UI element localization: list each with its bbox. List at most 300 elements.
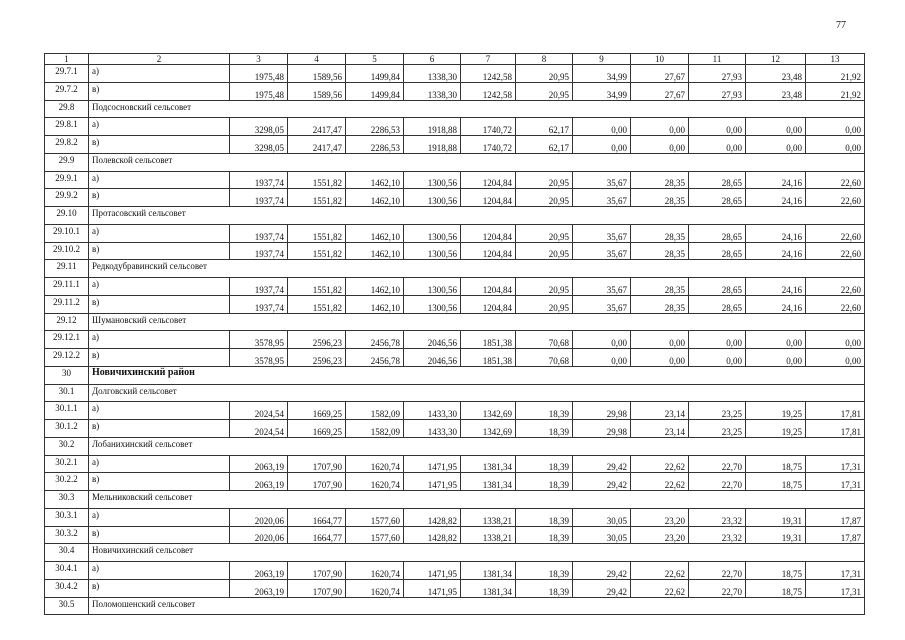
value-cell: 1975,48 <box>230 82 288 100</box>
value-cell: 1300,56 <box>404 242 461 260</box>
value-cell: 24,16 <box>746 171 806 189</box>
row-number: 30.3 <box>45 491 89 509</box>
table-row <box>45 82 865 100</box>
value-cell: 0,00 <box>689 136 746 154</box>
table-row <box>45 278 865 296</box>
row-label: в) <box>89 420 230 438</box>
table-row <box>45 473 865 491</box>
value-cell: 22,60 <box>806 242 865 260</box>
value-cell: 1381,34 <box>461 455 516 473</box>
value-cell: 0,00 <box>689 118 746 136</box>
value-cell: 62,17 <box>516 136 573 154</box>
value-cell: 62,17 <box>516 118 573 136</box>
value-cell: 17,81 <box>806 402 865 420</box>
table-row <box>45 136 865 154</box>
header-row <box>45 54 865 65</box>
row-number: 30.3.1 <box>45 508 89 526</box>
value-cell: 0,00 <box>746 136 806 154</box>
column-header: 4 <box>288 54 346 65</box>
table-row <box>45 402 865 420</box>
value-cell: 2024,54 <box>230 420 288 438</box>
table-row <box>45 420 865 438</box>
value-cell: 2024,54 <box>230 402 288 420</box>
value-cell: 29,98 <box>573 420 631 438</box>
row-number: 29.11.2 <box>45 295 89 313</box>
value-cell: 0,00 <box>631 331 689 349</box>
row-label: в) <box>89 242 230 260</box>
value-cell: 2020,06 <box>230 526 288 544</box>
value-cell: 1937,74 <box>230 278 288 296</box>
table-row <box>45 224 865 242</box>
value-cell: 23,48 <box>746 65 806 83</box>
value-cell: 28,35 <box>631 278 689 296</box>
row-number: 30.2 <box>45 437 89 455</box>
value-cell: 20,95 <box>516 189 573 207</box>
section-title: Шумановский сельсовет <box>89 313 865 331</box>
value-cell: 18,39 <box>516 526 573 544</box>
table-row <box>45 189 865 207</box>
column-header: 12 <box>746 54 806 65</box>
value-cell: 2456,78 <box>346 349 404 367</box>
table-row <box>45 562 865 580</box>
value-cell: 29,42 <box>573 473 631 491</box>
value-cell: 22,70 <box>689 473 746 491</box>
value-cell: 22,70 <box>689 562 746 580</box>
column-header: 8 <box>516 54 573 65</box>
value-cell: 1471,95 <box>404 473 461 491</box>
value-cell: 0,00 <box>806 118 865 136</box>
section-row <box>45 384 865 402</box>
row-number: 30.4.1 <box>45 562 89 580</box>
value-cell: 1338,21 <box>461 526 516 544</box>
value-cell: 1381,34 <box>461 562 516 580</box>
value-cell: 1204,84 <box>461 189 516 207</box>
value-cell: 0,00 <box>746 118 806 136</box>
row-label: а) <box>89 402 230 420</box>
column-header: 13 <box>806 54 865 65</box>
value-cell: 1381,34 <box>461 473 516 491</box>
row-number: 29.8.1 <box>45 118 89 136</box>
value-cell: 1589,56 <box>288 82 346 100</box>
value-cell: 2456,78 <box>346 331 404 349</box>
value-cell: 1620,74 <box>346 579 404 597</box>
row-number: 30.5 <box>45 597 89 615</box>
value-cell: 1669,25 <box>288 420 346 438</box>
value-cell: 20,95 <box>516 278 573 296</box>
section-row <box>45 544 865 562</box>
value-cell: 0,00 <box>573 118 631 136</box>
value-cell: 27,67 <box>631 65 689 83</box>
value-cell: 1499,84 <box>346 65 404 83</box>
value-cell: 1300,56 <box>404 171 461 189</box>
section-title: Полевской сельсовет <box>89 153 865 171</box>
value-cell: 3578,95 <box>230 349 288 367</box>
value-cell: 1433,30 <box>404 402 461 420</box>
value-cell: 1462,10 <box>346 224 404 242</box>
table-row <box>45 295 865 313</box>
row-number: 30.4.2 <box>45 579 89 597</box>
value-cell: 23,14 <box>631 420 689 438</box>
table-row <box>45 242 865 260</box>
value-cell: 1669,25 <box>288 402 346 420</box>
value-cell: 20,95 <box>516 65 573 83</box>
value-cell: 1462,10 <box>346 189 404 207</box>
value-cell: 1462,10 <box>346 295 404 313</box>
column-header: 2 <box>89 54 230 65</box>
value-cell: 28,65 <box>689 171 746 189</box>
table-row <box>45 118 865 136</box>
value-cell: 19,31 <box>746 508 806 526</box>
value-cell: 17,87 <box>806 526 865 544</box>
value-cell: 2417,47 <box>288 136 346 154</box>
section-title: Протасовский сельсовет <box>89 207 865 225</box>
value-cell: 3578,95 <box>230 331 288 349</box>
value-cell: 2417,47 <box>288 118 346 136</box>
row-number: 29.7.2 <box>45 82 89 100</box>
value-cell: 34,99 <box>573 65 631 83</box>
value-cell: 28,35 <box>631 295 689 313</box>
value-cell: 1551,82 <box>288 224 346 242</box>
value-cell: 35,67 <box>573 278 631 296</box>
value-cell: 28,35 <box>631 171 689 189</box>
row-number: 29.7.1 <box>45 65 89 83</box>
row-number: 29.9 <box>45 153 89 171</box>
column-header: 6 <box>404 54 461 65</box>
row-label: в) <box>89 136 230 154</box>
value-cell: 2596,23 <box>288 349 346 367</box>
value-cell: 1707,90 <box>288 473 346 491</box>
value-cell: 1620,74 <box>346 562 404 580</box>
value-cell: 19,25 <box>746 402 806 420</box>
row-number: 29.8 <box>45 100 89 118</box>
value-cell: 23,20 <box>631 526 689 544</box>
row-label: в) <box>89 473 230 491</box>
row-number: 30 <box>45 366 89 384</box>
section-title: Мельниковский сельсовет <box>89 491 865 509</box>
value-cell: 0,00 <box>573 349 631 367</box>
value-cell: 18,39 <box>516 562 573 580</box>
row-label: а) <box>89 278 230 296</box>
value-cell: 28,35 <box>631 189 689 207</box>
value-cell: 17,87 <box>806 508 865 526</box>
value-cell: 0,00 <box>573 136 631 154</box>
section-row <box>45 597 865 615</box>
value-cell: 1471,95 <box>404 562 461 580</box>
value-cell: 1300,56 <box>404 224 461 242</box>
value-cell: 0,00 <box>631 118 689 136</box>
value-cell: 2596,23 <box>288 331 346 349</box>
value-cell: 2046,56 <box>404 331 461 349</box>
value-cell: 28,65 <box>689 242 746 260</box>
value-cell: 18,39 <box>516 508 573 526</box>
value-cell: 23,14 <box>631 402 689 420</box>
value-cell: 1428,82 <box>404 508 461 526</box>
table-row <box>45 455 865 473</box>
column-header: 9 <box>573 54 631 65</box>
row-number: 30.1.2 <box>45 420 89 438</box>
value-cell: 35,67 <box>573 171 631 189</box>
section-title: Новичихинский район <box>89 366 865 384</box>
value-cell: 18,75 <box>746 455 806 473</box>
value-cell: 20,95 <box>516 82 573 100</box>
value-cell: 28,35 <box>631 242 689 260</box>
row-number: 29.12.1 <box>45 331 89 349</box>
value-cell: 24,16 <box>746 242 806 260</box>
value-cell: 18,39 <box>516 473 573 491</box>
section-title: Редкодубравинский сельсовет <box>89 260 865 278</box>
value-cell: 22,60 <box>806 189 865 207</box>
value-cell: 20,95 <box>516 242 573 260</box>
value-cell: 24,16 <box>746 278 806 296</box>
section-row <box>45 153 865 171</box>
value-cell: 17,31 <box>806 579 865 597</box>
value-cell: 1204,84 <box>461 171 516 189</box>
value-cell: 0,00 <box>689 331 746 349</box>
value-cell: 19,25 <box>746 420 806 438</box>
value-cell: 70,68 <box>516 331 573 349</box>
row-number: 29.11 <box>45 260 89 278</box>
row-number: 29.9.1 <box>45 171 89 189</box>
value-cell: 0,00 <box>746 349 806 367</box>
row-number: 29.12.2 <box>45 349 89 367</box>
value-cell: 2020,06 <box>230 508 288 526</box>
section-title: Лобанихинский сельсовет <box>89 437 865 455</box>
value-cell: 28,65 <box>689 295 746 313</box>
value-cell: 1664,77 <box>288 526 346 544</box>
value-cell: 2286,53 <box>346 118 404 136</box>
value-cell: 1471,95 <box>404 579 461 597</box>
table-row <box>45 171 865 189</box>
row-label: в) <box>89 349 230 367</box>
row-label: а) <box>89 455 230 473</box>
value-cell: 1433,30 <box>404 420 461 438</box>
row-number: 29.9.2 <box>45 189 89 207</box>
value-cell: 1582,09 <box>346 402 404 420</box>
value-cell: 1300,56 <box>404 189 461 207</box>
value-cell: 29,42 <box>573 579 631 597</box>
tariff-table <box>44 53 865 615</box>
column-header: 5 <box>346 54 404 65</box>
value-cell: 24,16 <box>746 224 806 242</box>
value-cell: 1204,84 <box>461 295 516 313</box>
value-cell: 1937,74 <box>230 171 288 189</box>
value-cell: 22,62 <box>631 579 689 597</box>
value-cell: 27,93 <box>689 65 746 83</box>
value-cell: 18,75 <box>746 579 806 597</box>
value-cell: 1551,82 <box>288 295 346 313</box>
table-row <box>45 65 865 83</box>
value-cell: 17,31 <box>806 473 865 491</box>
value-cell: 1381,34 <box>461 579 516 597</box>
section-row <box>45 260 865 278</box>
value-cell: 23,20 <box>631 508 689 526</box>
value-cell: 1551,82 <box>288 171 346 189</box>
row-number: 30.1.1 <box>45 402 89 420</box>
value-cell: 1338,30 <box>404 82 461 100</box>
value-cell: 1342,69 <box>461 402 516 420</box>
value-cell: 1499,84 <box>346 82 404 100</box>
value-cell: 27,67 <box>631 82 689 100</box>
value-cell: 1918,88 <box>404 118 461 136</box>
value-cell: 22,70 <box>689 579 746 597</box>
column-header: 7 <box>461 54 516 65</box>
value-cell: 1937,74 <box>230 295 288 313</box>
value-cell: 1620,74 <box>346 473 404 491</box>
value-cell: 1204,84 <box>461 278 516 296</box>
section-row <box>45 313 865 331</box>
row-number: 29.8.2 <box>45 136 89 154</box>
value-cell: 0,00 <box>746 331 806 349</box>
value-cell: 0,00 <box>806 136 865 154</box>
value-cell: 1740,72 <box>461 136 516 154</box>
value-cell: 1342,69 <box>461 420 516 438</box>
value-cell: 18,39 <box>516 420 573 438</box>
value-cell: 18,39 <box>516 402 573 420</box>
value-cell: 20,95 <box>516 295 573 313</box>
row-label: в) <box>89 579 230 597</box>
value-cell: 22,70 <box>689 455 746 473</box>
value-cell: 1300,56 <box>404 278 461 296</box>
value-cell: 1937,74 <box>230 224 288 242</box>
row-number: 29.10.1 <box>45 224 89 242</box>
value-cell: 1462,10 <box>346 278 404 296</box>
value-cell: 17,31 <box>806 455 865 473</box>
value-cell: 1551,82 <box>288 242 346 260</box>
value-cell: 35,67 <box>573 295 631 313</box>
row-label: в) <box>89 82 230 100</box>
value-cell: 1851,38 <box>461 349 516 367</box>
value-cell: 2063,19 <box>230 579 288 597</box>
value-cell: 23,25 <box>689 402 746 420</box>
value-cell: 35,67 <box>573 224 631 242</box>
row-label: а) <box>89 118 230 136</box>
row-number: 30.1 <box>45 384 89 402</box>
section-title: Подсосновский сельсовет <box>89 100 865 118</box>
row-number: 30.2.2 <box>45 473 89 491</box>
value-cell: 18,39 <box>516 579 573 597</box>
value-cell: 17,81 <box>806 420 865 438</box>
district-row <box>45 366 865 384</box>
value-cell: 28,65 <box>689 278 746 296</box>
row-label: в) <box>89 189 230 207</box>
value-cell: 30,05 <box>573 526 631 544</box>
value-cell: 30,05 <box>573 508 631 526</box>
row-label: в) <box>89 295 230 313</box>
value-cell: 19,31 <box>746 526 806 544</box>
column-header: 10 <box>631 54 689 65</box>
table-row <box>45 349 865 367</box>
section-row <box>45 491 865 509</box>
table-row <box>45 331 865 349</box>
section-row <box>45 100 865 118</box>
section-row <box>45 437 865 455</box>
value-cell: 18,39 <box>516 455 573 473</box>
value-cell: 18,75 <box>746 473 806 491</box>
value-cell: 1918,88 <box>404 136 461 154</box>
row-label: а) <box>89 65 230 83</box>
value-cell: 1620,74 <box>346 455 404 473</box>
value-cell: 20,95 <box>516 224 573 242</box>
table-row <box>45 508 865 526</box>
value-cell: 18,75 <box>746 562 806 580</box>
value-cell: 23,32 <box>689 526 746 544</box>
value-cell: 23,25 <box>689 420 746 438</box>
value-cell: 23,32 <box>689 508 746 526</box>
row-number: 30.2.1 <box>45 455 89 473</box>
value-cell: 28,35 <box>631 224 689 242</box>
section-title: Новичихинский сельсовет <box>89 544 865 562</box>
value-cell: 29,42 <box>573 562 631 580</box>
value-cell: 21,92 <box>806 65 865 83</box>
value-cell: 22,60 <box>806 278 865 296</box>
value-cell: 27,93 <box>689 82 746 100</box>
value-cell: 28,65 <box>689 224 746 242</box>
value-cell: 24,16 <box>746 189 806 207</box>
column-header: 1 <box>45 54 89 65</box>
value-cell: 1462,10 <box>346 242 404 260</box>
value-cell: 24,16 <box>746 295 806 313</box>
value-cell: 1937,74 <box>230 242 288 260</box>
table-row <box>45 579 865 597</box>
value-cell: 3298,05 <box>230 136 288 154</box>
value-cell: 22,60 <box>806 295 865 313</box>
value-cell: 2286,53 <box>346 136 404 154</box>
value-cell: 28,65 <box>689 189 746 207</box>
value-cell: 2063,19 <box>230 473 288 491</box>
value-cell: 2063,19 <box>230 562 288 580</box>
row-label: а) <box>89 224 230 242</box>
row-label: в) <box>89 526 230 544</box>
value-cell: 0,00 <box>631 349 689 367</box>
value-cell: 23,48 <box>746 82 806 100</box>
value-cell: 22,62 <box>631 562 689 580</box>
value-cell: 35,67 <box>573 242 631 260</box>
value-cell: 1242,58 <box>461 65 516 83</box>
value-cell: 1338,21 <box>461 508 516 526</box>
row-number: 29.12 <box>45 313 89 331</box>
value-cell: 1707,90 <box>288 455 346 473</box>
table-row <box>45 526 865 544</box>
value-cell: 22,62 <box>631 455 689 473</box>
value-cell: 1589,56 <box>288 65 346 83</box>
value-cell: 21,92 <box>806 82 865 100</box>
value-cell: 1582,09 <box>346 420 404 438</box>
section-title: Поломошенский сельсовет <box>89 597 865 615</box>
value-cell: 1740,72 <box>461 118 516 136</box>
value-cell: 0,00 <box>631 136 689 154</box>
value-cell: 0,00 <box>689 349 746 367</box>
value-cell: 22,60 <box>806 171 865 189</box>
value-cell: 1577,60 <box>346 508 404 526</box>
value-cell: 0,00 <box>806 331 865 349</box>
value-cell: 1937,74 <box>230 189 288 207</box>
row-number: 29.10 <box>45 207 89 225</box>
column-header: 11 <box>689 54 746 65</box>
value-cell: 35,67 <box>573 189 631 207</box>
value-cell: 1975,48 <box>230 65 288 83</box>
value-cell: 1551,82 <box>288 278 346 296</box>
value-cell: 0,00 <box>806 349 865 367</box>
value-cell: 22,60 <box>806 224 865 242</box>
value-cell: 29,98 <box>573 402 631 420</box>
value-cell: 1204,84 <box>461 224 516 242</box>
value-cell: 70,68 <box>516 349 573 367</box>
value-cell: 20,95 <box>516 171 573 189</box>
page-number: 77 <box>836 20 846 31</box>
value-cell: 2063,19 <box>230 455 288 473</box>
value-cell: 29,42 <box>573 455 631 473</box>
value-cell: 1462,10 <box>346 171 404 189</box>
